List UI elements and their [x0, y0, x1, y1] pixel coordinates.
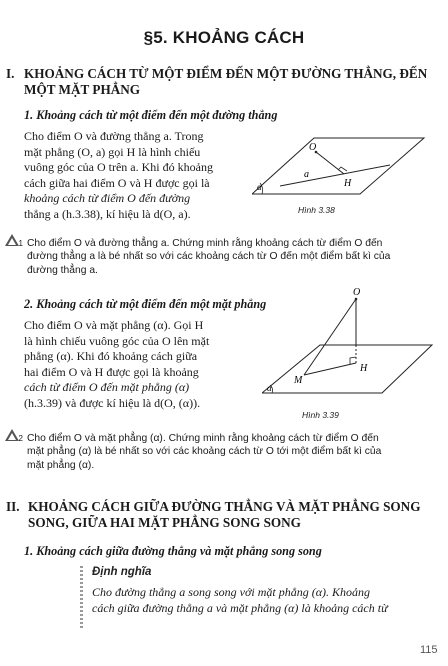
subsection-2-1-heading: 1. Khoảng cách giữa đường thẳng và mặt phẳng song song — [24, 544, 322, 558]
segment-MH — [304, 363, 356, 375]
label-O: O — [309, 142, 317, 153]
section-1-heading — [6, 66, 446, 98]
para-line: cách từ điểm O đến mặt phẳng (α) — [24, 380, 190, 395]
label-alpha: α — [257, 182, 262, 192]
figure-3-38 — [252, 128, 432, 208]
para-line: phẳng (α). Khi đó khoảng cách giữa — [24, 349, 198, 364]
section-2-title-line-1: KHOẢNG CÁCH GIỮA ĐƯỜNG THẲNG VÀ MẶT PHẲNG SONG — [28, 499, 421, 514]
para-line: Cho điểm O và đường thẳng a. Trong — [24, 129, 204, 143]
figure-3-39-caption: Hình 3.39 — [302, 410, 339, 420]
para-line: vuông góc của O trên a. Khi đó khoảng — [24, 160, 213, 175]
definition-line: Cho đường thẳng a song song với mặt phẳng (α). Khoảng — [92, 585, 370, 599]
activity-2 — [4, 432, 444, 472]
subsection-1-1-paragraph — [24, 129, 256, 223]
label-a: a — [304, 169, 309, 180]
subsection-1-1-heading: 1. Khoảng cách từ một điểm đến một đường thẳng — [24, 108, 278, 122]
para-line: mặt phẳng (O, a) gọi H là hình chiếu — [24, 144, 201, 159]
label-alpha: α — [267, 383, 272, 393]
definition-bar — [80, 566, 83, 628]
subsection-1-2-paragraph — [24, 318, 256, 412]
activity-line: mặt phẳng (α) là bé nhất so với các khoảng cách từ O tới một điểm bất kì của — [27, 446, 382, 458]
figure-3-38-caption: Hình 3.38 — [298, 205, 335, 215]
activity-line: Cho điểm O và mặt phẳng (α). Chứng minh rằng khoảng cách từ điểm O đến — [27, 433, 379, 444]
activity-line: đường thẳng a. — [27, 264, 98, 276]
page-number: 115 — [420, 644, 438, 656]
para-line: khoảng cách từ điểm O đến đường — [24, 191, 191, 206]
plane-alpha-shape — [252, 138, 424, 194]
point-O — [355, 298, 358, 301]
plane-alpha-shape — [262, 345, 432, 393]
section-1-number: I. — [6, 66, 15, 81]
activity-1 — [4, 237, 444, 277]
section-1-title-line-1: KHOẢNG CÁCH TỪ MỘT ĐIỂM ĐẾN MỘT ĐƯỜNG THẲNG, ĐẾN — [24, 66, 428, 81]
para-line: hai điểm O và H được gọi là khoảng — [24, 364, 199, 379]
para-line: thẳng a (h.3.38), kí hiệu là d(O, a). — [24, 206, 191, 221]
definition-line: cách giữa đường thẳng a và mặt phẳng (α) là khoảng cách từ — [92, 601, 388, 615]
para-line: (h.3.39) và được kí hiệu là d(O, (α)). — [24, 395, 201, 410]
figure-3-39 — [262, 285, 442, 417]
label-O: O — [353, 287, 361, 298]
label-H: H — [344, 178, 352, 189]
segment-OH — [316, 152, 344, 174]
section-2-title-line-2: SONG, GIỮA HAI MẶT PHẲNG SONG SONG — [28, 515, 301, 530]
page-title: §5. KHOẢNG CÁCH — [143, 28, 305, 47]
segment-OM — [304, 299, 356, 375]
label-H: H — [360, 363, 368, 374]
label-M: M — [294, 375, 303, 386]
para-line: Cho điểm O và mặt phẳng (α). Gọi H — [24, 318, 204, 332]
definition-label: Định nghĩa — [92, 566, 152, 578]
subsection-1-2-heading: 2. Khoảng cách từ một điểm đến một mặt phẳng — [24, 297, 267, 311]
activity-line: đường thẳng a là bé nhất so với các khoảng cách từ O đến một điểm bất kì của — [27, 251, 391, 263]
activity-line: mặt phẳng (α). — [27, 459, 95, 471]
activity-line: Cho điểm O và đường thẳng a. Chứng minh rằng khoảng cách từ điểm O đến — [27, 238, 383, 249]
activity-1-badge: 1 — [18, 239, 23, 248]
section-2-number: II. — [6, 499, 20, 514]
section-2-heading — [6, 499, 446, 531]
section-1-title-line-2: MỘT MẶT PHẲNG — [24, 82, 141, 97]
definition-text — [92, 584, 442, 616]
activity-2-badge: 2 — [18, 434, 23, 443]
para-line: cách giữa hai điểm O và H được gọi là — [24, 175, 210, 190]
para-line: là hình chiếu vuông góc của O lên mặt — [24, 333, 210, 348]
